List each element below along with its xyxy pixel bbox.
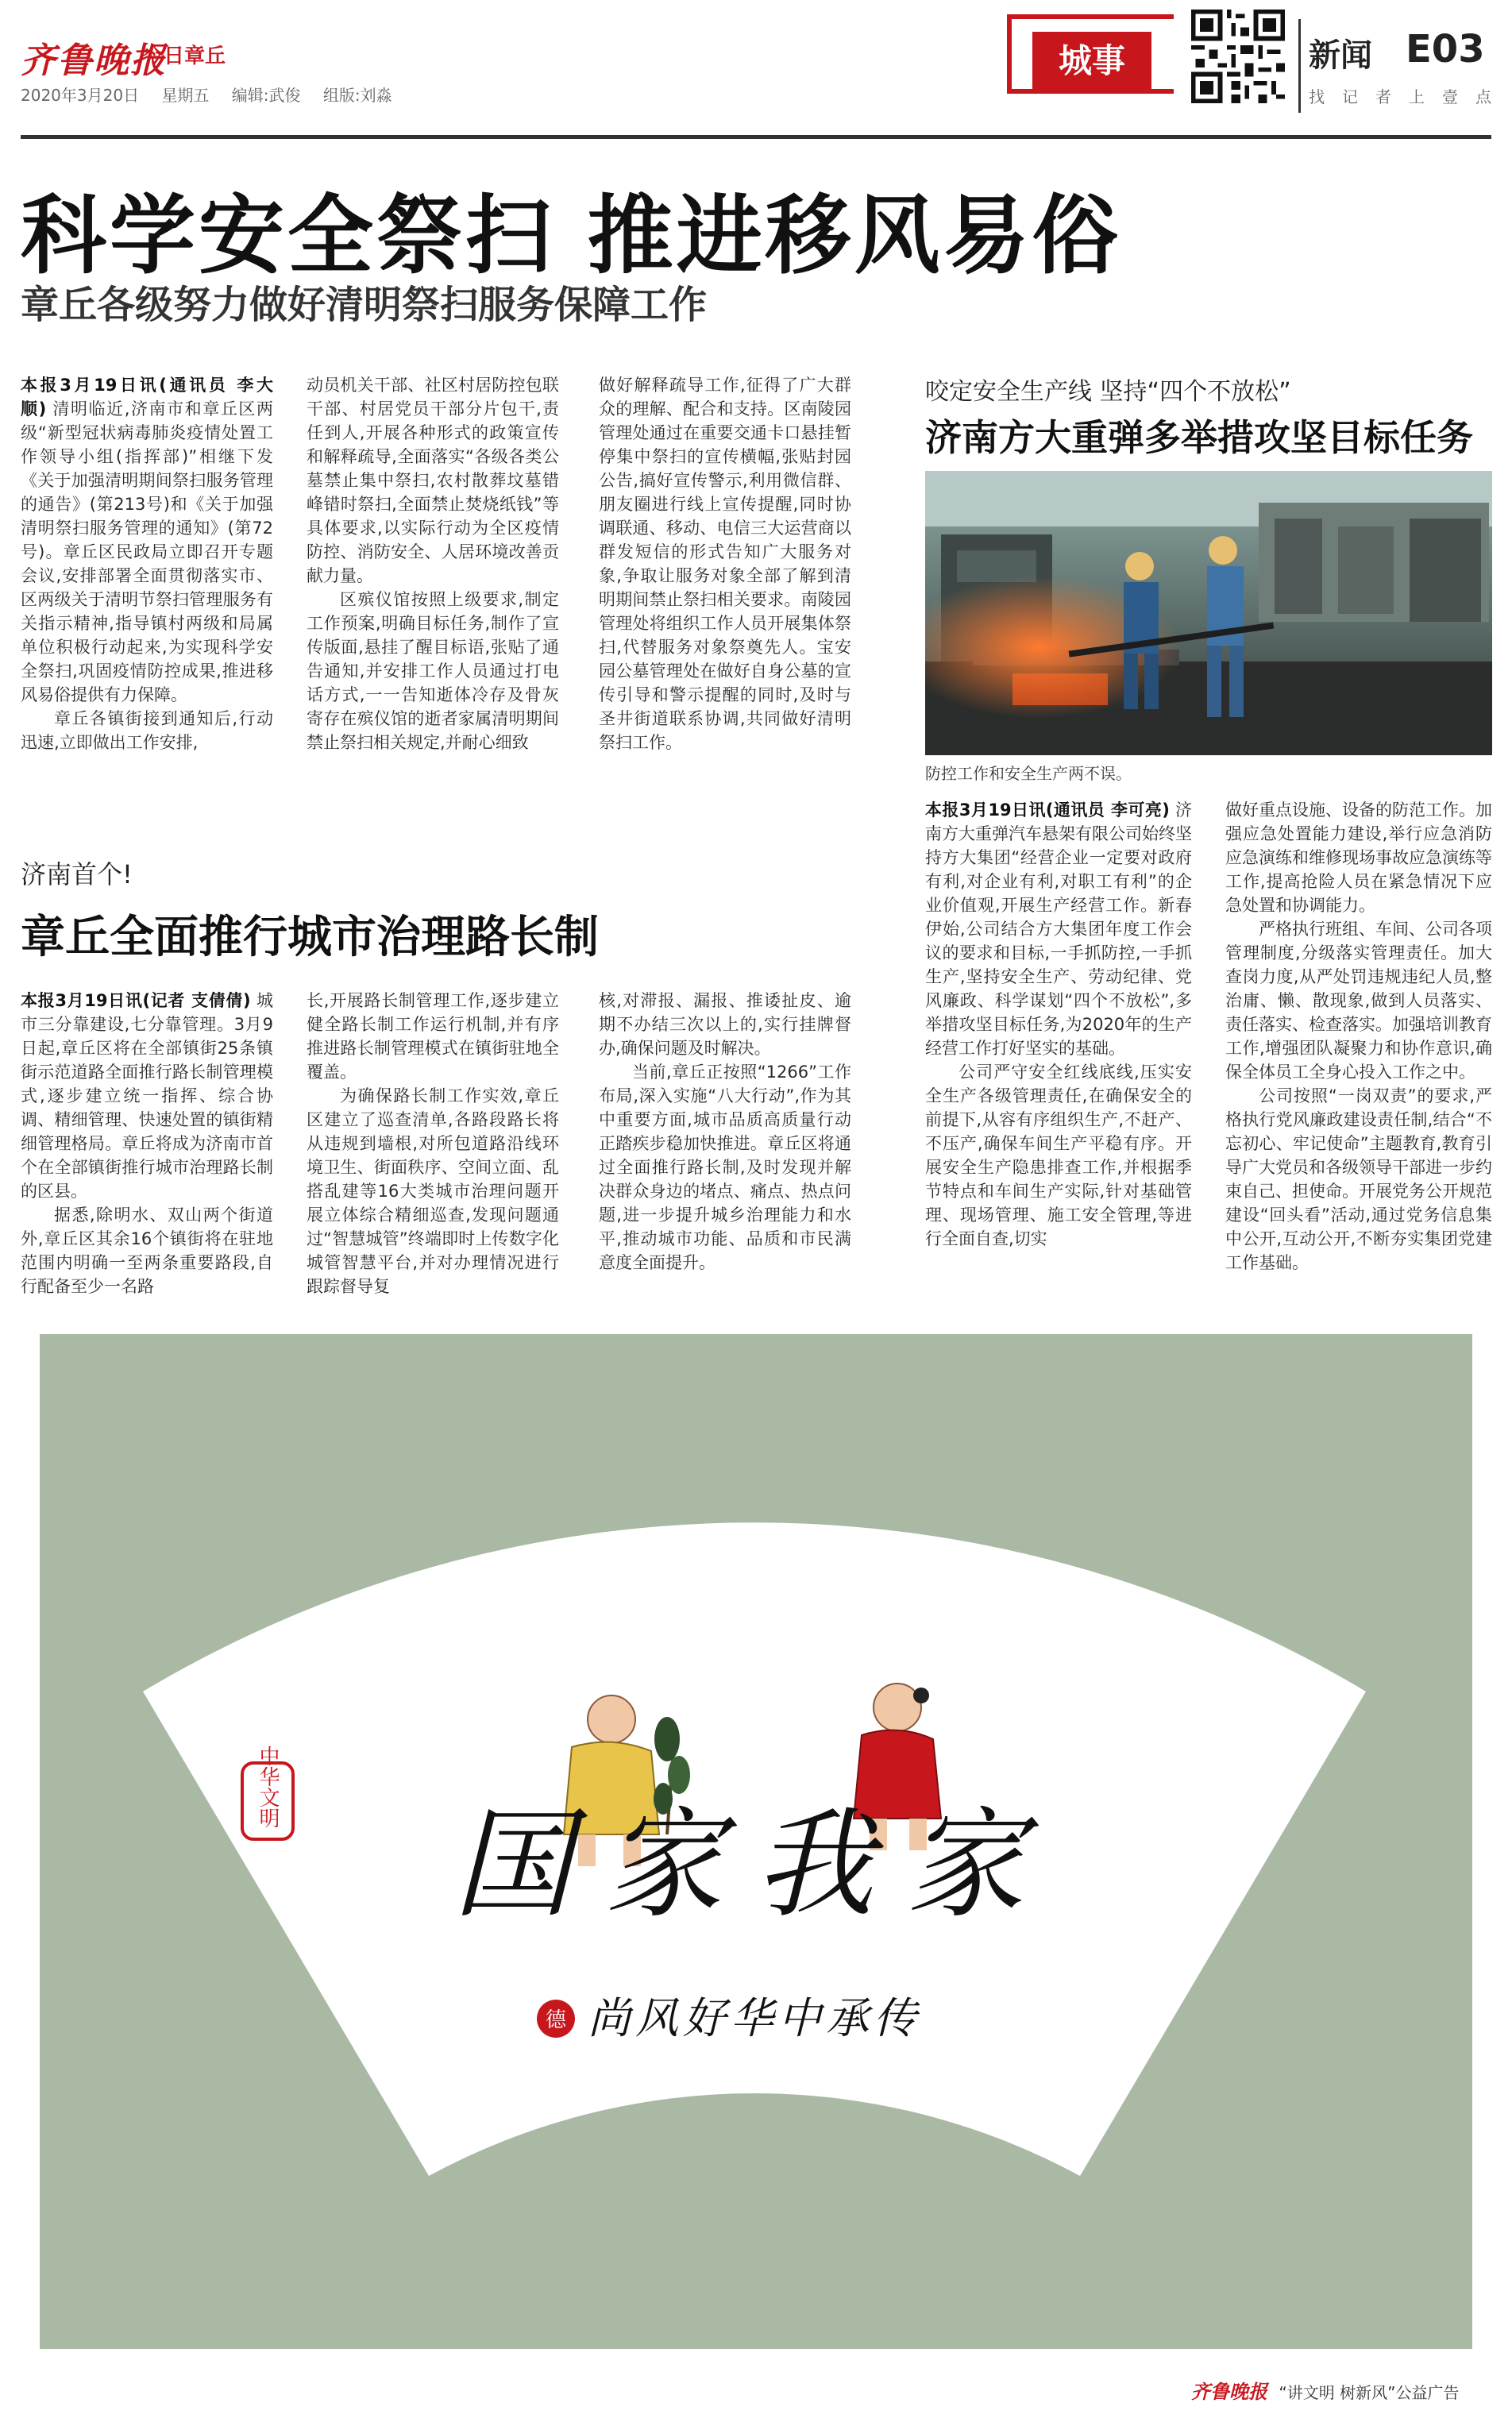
right-story-column-2	[1225, 798, 1492, 1298]
editor-credit: 编辑:武俊	[231, 86, 301, 105]
slogan-char: 上	[1409, 87, 1425, 106]
second-story-column-3	[599, 989, 851, 1298]
issue-date: 2020年3月20日	[21, 86, 140, 105]
section-tag: 城事	[1032, 32, 1151, 91]
ad-footer-text: “讲文明 树新风”公益广告	[1279, 2383, 1460, 2402]
designer-credit: 组版:刘淼	[322, 86, 392, 105]
main-story-column-1	[21, 373, 273, 806]
right-story-text: 公司按照“一岗双责”的要求,严格执行党风廉政建设责任制,结合“不忘初心、牢记使命”主题教育,教育引导广大党员和各级领导干部进一步约束自己、担使命。开展党务公开规范建设“回头看”活动,通过党务信息集中公开,互动公开,不断夯实集团党建工作基础。	[1225, 1086, 1492, 1272]
page-number: E03	[1406, 27, 1485, 71]
main-subhead: 章丘各级努力做好清明祭扫服务保障工作	[21, 283, 708, 327]
masthead-divider	[1298, 19, 1301, 113]
edition-name: 今日章丘	[143, 44, 226, 68]
calligraphy-text: 国家我家	[452, 1796, 1057, 1934]
right-story-kicker: 咬定安全生产线 坚持“四个不放松”	[925, 378, 1291, 406]
masthead	[0, 0, 1512, 139]
second-story-text: 当前,章丘正按照“1266”工作布局,深入实施“八大行动”,作为其中重要方面,城市品质高质量行动正踏疾步稳加快推进。章丘区将通过全面推行路长制,及时发现并解决群众身边的堵点、痛点、热点问题,进一步提升城乡治理能力和水平,推动城市功能、品质和市民满意度全面提升。	[599, 1063, 851, 1272]
main-story-text: 区殡仪馆按照上级要求,制定工作预案,明确目标任务,制作了宣传版面,悬挂了醒目标语,张贴了通告通知,并安排工作人员通过打电话方式,一一告知逝体冷存及骨灰寄存在殡仪馆的逝者家属清明期间禁止祭扫相关规定,并耐心细致	[307, 590, 559, 752]
main-story-text: 动员机关干部、社区村居防控包联干部、村居党员干部分片包干,责任到人,开展各种形式的政策宣传和解释疏导,全面落实“各级各类公墓禁止集中祭扫,农村散葬坟墓错峰错时祭扫,全面禁止焚烧纸钱”等具体要求,以实际行动为全区疫情防控、消防安全、人居环境改善贡献力量。	[307, 376, 559, 585]
main-story-column-2	[307, 373, 559, 806]
second-story-kicker: 济南首个!	[21, 859, 133, 889]
qr-code-icon[interactable]	[1191, 10, 1285, 103]
main-story-byline: 本报3月19日讯(通讯员 李大顺)	[21, 376, 273, 419]
right-story-text: 济南方大重弹汽车悬架有限公司始终坚持方大集团“经营企业一定要对政府有利,对企业有利,对职工有利”的企业价值观,开展生产经营工作。新春伊始,公司结合方大集团年度工作会议的要求和目标,一手抓防控,一手抓生产,坚持安全生产、劳动纪律、党风廉政、科学谋划“四个不放松”,多举措攻坚目标任务,为2020年的生产经营工作打好坚实的基础。	[925, 800, 1192, 1058]
slogan-char: 者	[1375, 87, 1391, 106]
second-story-text: 为确保路长制工作实效,章丘区建立了巡查清单,各路段路长将从违规到墙根,对所包道路沿线环境卫生、街面秩序、空间立面、乱搭乱建等16大类城市治理问题开展立体综合精细巡查,发现问题通过“智慧城管”终端即时上传数字化城管智慧平台,并对办理情况进行跟踪督导复	[307, 1086, 559, 1296]
page-section: 新闻	[1309, 37, 1372, 74]
second-story-text: 城市三分靠建设,七分靠管理。3月9日起,章丘区将在全部镇街25条镇街示范道路全面推行路长制管理模式,逐步建立统一指挥、综合协调、精细管理、快速处置的镇街精细管理格局。章丘将成为济南市首个在全部镇街推行城市治理路长制的区县。	[21, 991, 273, 1201]
second-story-headline: 章丘全面推行城市治理路长制	[21, 912, 599, 963]
newspaper-logo: 齐鲁晚报	[21, 41, 167, 81]
second-story-byline: 本报3月19日讯(记者 支倩倩)	[21, 991, 251, 1010]
factory-photo	[925, 471, 1492, 755]
right-story-byline: 本报3月19日讯(通讯员 李可亮)	[925, 800, 1170, 820]
ad-footer	[1191, 2376, 1459, 2404]
slogan-char: 记	[1342, 87, 1358, 106]
main-story-text: 清明临近,济南市和章丘区两级“新型冠状病毒肺炎疫情处置工作领导小组(指挥部)”相继下发《关于加强清明期间祭扫服务管理的通告》(第213号)和《关于加强清明祭扫服务管理的通知》(第72号)。章丘区民政局立即召开专题会议,安排部署全面贯彻落实市、区两级关于清明节祭扫管理服务有关指示精神,指导镇村两级和局属单位积极行动起来,为实现科学安全祭扫,巩固疫情防控成果,推进移风易俗提供有力保障。	[21, 399, 273, 704]
second-story-column-2	[307, 989, 559, 1298]
right-story-text: 公司严守安全红线底线,压实安全生产各级管理责任,在确保安全的前提下,从容有序组织生产,不赶产、不压产,确保车间生产平稳有序。开展安全生产隐患排查工作,并根据季节特点和车间生产实际,针对基础管理、现场管理、施工安全管理,等进行全面自查,切实	[925, 1063, 1192, 1248]
second-story-column-1	[21, 989, 273, 1298]
ad-slogan: 尚风好华中承传	[588, 1993, 921, 2043]
second-story-text: 长,开展路长制管理工作,逐步建立健全路长制工作运行机制,并有序推进路长制管理模式在镇街驻地全覆盖。	[307, 991, 559, 1082]
slogan-char: 找	[1309, 87, 1325, 106]
masthead-rule	[21, 135, 1491, 139]
slogan-char: 壹	[1442, 87, 1458, 106]
issue-weekday: 星期五	[161, 86, 210, 105]
right-story-headline: 济南方大重弹多举措攻坚目标任务	[925, 416, 1473, 459]
public-service-ad	[40, 1334, 1472, 2349]
ad-footer-logo: 齐鲁晚报	[1191, 2380, 1267, 2403]
slogan-char: 点	[1475, 87, 1491, 106]
slogan	[1309, 84, 1491, 107]
main-story-column-3	[599, 373, 851, 806]
main-story-text: 做好解释疏导工作,征得了广大群众的理解、配合和支持。区南陵园管理处通过在重要交通卡口悬挂暂停集中祭扫的宣传横幅,张贴封园公告,搞好宣传警示,利用微信群、朋友圈进行线上宣传提醒,同时协调联通、移动、电信三大运营商以群发短信的形式告知广大服务对象,争取让服务对象全部了解到清明期间禁止祭扫相关要求。南陵园管理处将组织工作人员开展集体祭扫,代替服务对象祭奠先人。宝安园公墓管理处在做好自身公墓的宣传引导和警示提醒的同时,及时与圣井街道联系协调,共同做好清明祭扫工作。	[599, 376, 851, 752]
main-story-text: 章丘各镇街接到通知后,行动迅速,立即做出工作安排,	[21, 709, 273, 752]
photo-caption: 防控工作和安全生产两不误。	[925, 764, 1132, 783]
right-story-column-1	[925, 798, 1192, 1298]
main-headline: 科学安全祭扫 推进移风易俗	[21, 187, 1121, 286]
virtue-seal-icon: 德	[545, 2008, 567, 2032]
issue-meta	[21, 83, 410, 106]
second-story-text: 核,对滞报、漏报、推诿扯皮、逾期不办结三次以上的,实行挂牌督办,确保问题及时解决。	[599, 991, 851, 1058]
right-story-text: 严格执行班组、车间、公司各项管理制度,分级落实管理责任。加大查岗力度,从严处罚违规违纪人员,整治庸、懒、散现象,做到人员落实、责任落实、检查落实。加强培训教育工作,增强团队凝聚力和协作意识,确保全体员工全身心投入工作之中。	[1225, 920, 1492, 1082]
right-story-text: 做好重点设施、设备的防范工作。加强应急处置能力建设,举行应急消防应急演练和维修现场事故应急演练等工作,提高抢险人员在紧急情况下应急处置和协调能力。	[1225, 800, 1492, 915]
seal-text: 中华文明	[256, 1745, 280, 1828]
second-story-text: 据悉,除明水、双山两个街道外,章丘区其余16个镇街将在驻地范围内明确一至两条重要路段,自行配备至少一名路	[21, 1205, 273, 1296]
